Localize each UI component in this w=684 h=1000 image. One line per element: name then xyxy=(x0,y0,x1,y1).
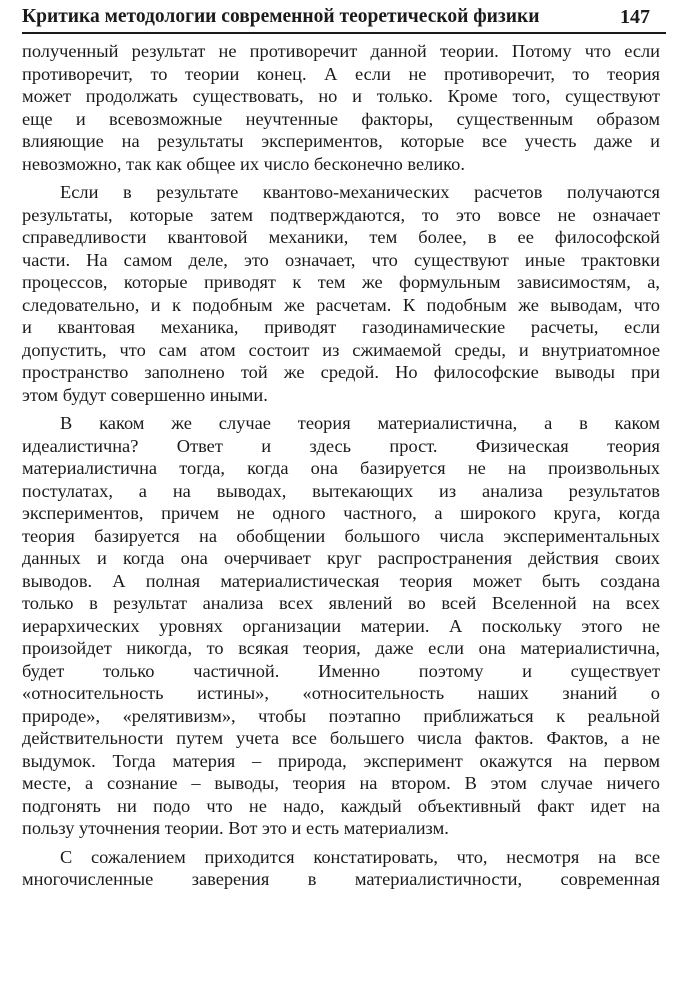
book-page xyxy=(20,0,660,1000)
text-line: В каком же случае теория материалистична, а в каком xyxy=(60,413,660,433)
text-line: может продолжать существовать, но и только. Кроме того, существуют xyxy=(22,86,660,106)
running-header-title: Критика методологии современной теоретической физики xyxy=(22,6,540,27)
text-line: многочисленные заверения в материалистичности, современная xyxy=(22,869,660,889)
text-line: постулатах, а на выводах, вытекающих из анализа результатов xyxy=(22,480,660,501)
body-text xyxy=(22,40,660,891)
text-line: только в результат анализа всех явлений во всей Вселенной на всех xyxy=(22,593,660,613)
text-line: «относительность истины», «относительность наших знаний о xyxy=(22,683,660,703)
text-line: пользу уточнения теории. Вот это и есть материализм. xyxy=(22,818,449,838)
text-line: данных и когда она очерчивает круг распространения действия своих xyxy=(22,548,660,568)
paragraph xyxy=(22,181,660,406)
text-line: полученный результат не противоречит данной теории. Потому что если xyxy=(22,41,660,61)
paragraph xyxy=(22,846,660,891)
text-line: выводов. А полная материалистическая теория может быть создана xyxy=(22,570,660,591)
text-line: невозможно, так как общее их число бесконечно велико. xyxy=(22,153,465,174)
text-line: Если в результате квантово-механических расчетов получаются xyxy=(60,182,660,202)
text-line: произойдет никогда, то всякая теория, даже если она материалистична, xyxy=(22,638,660,658)
text-line: и квантовая механика, приводят газодинамические расчеты, если xyxy=(22,317,660,337)
text-line: пространство заполнено той же средой. Но философские выводы при xyxy=(22,362,660,382)
text-line: влияющие на результаты экспериментов, которые все учесть даже и xyxy=(22,131,660,151)
text-line: еще и всевозможные неучтенные факторы, существенным образом xyxy=(22,108,660,129)
text-line: идеалистична? Ответ и здесь прост. Физическая теория xyxy=(22,435,660,456)
text-line: иерархических уровнях организации материи. А поскольку этого не xyxy=(22,615,660,636)
text-line: подгонять ни подо что не надо, каждый объективный факт идет на xyxy=(22,795,660,816)
text-line: теория базируется на обобщении большого числа экспериментальных xyxy=(22,525,660,546)
text-line: следовательно, и к подобным же расчетам. К подобным же выводам, что xyxy=(22,294,660,315)
paragraph xyxy=(22,40,660,175)
text-line: природе», «релятивизм», чтобы поэтапно приближаться к реальной xyxy=(22,705,660,726)
text-line: процессов, которые приводят к тем же формульным зависимостям, а, xyxy=(22,272,660,292)
text-line: месте, а сознание – выводы, теория на втором. В этом случае ничего xyxy=(22,773,660,793)
header-rule xyxy=(22,32,666,34)
text-line: справедливости квантовой механики, тем более, в ее философской xyxy=(22,227,660,247)
text-line: части. На самом деле, это означает, что существуют иные трактовки xyxy=(22,249,660,270)
text-line: С сожалением приходится констатировать, что, несмотря на все xyxy=(60,846,660,867)
paragraph xyxy=(22,412,660,840)
text-line: экспериментов, причем не одного частного, а широкого круга, когда xyxy=(22,503,660,523)
text-line: выдумок. Тогда материя – природа, эксперимент окажутся на первом xyxy=(22,750,660,771)
text-line: результаты, которые затем подтверждаются, то это вовсе не означает xyxy=(22,204,660,225)
running-header xyxy=(22,4,662,30)
text-line: этом будут совершенно иными. xyxy=(22,384,268,405)
page-number: 147 xyxy=(620,6,650,28)
text-line: противоречит, то теории конец. А если не противоречит, то теория xyxy=(22,63,660,84)
text-line: действительности путем учета все большего числа фактов. Фактов, а не xyxy=(22,728,660,748)
text-line: материалистична тогда, когда она базируется не на произвольных xyxy=(22,458,660,478)
text-line: допустить, что сам атом состоит из сжимаемой среды, и внутриатомное xyxy=(22,339,660,360)
text-line: будет только частичной. Именно поэтому и существует xyxy=(22,660,660,681)
